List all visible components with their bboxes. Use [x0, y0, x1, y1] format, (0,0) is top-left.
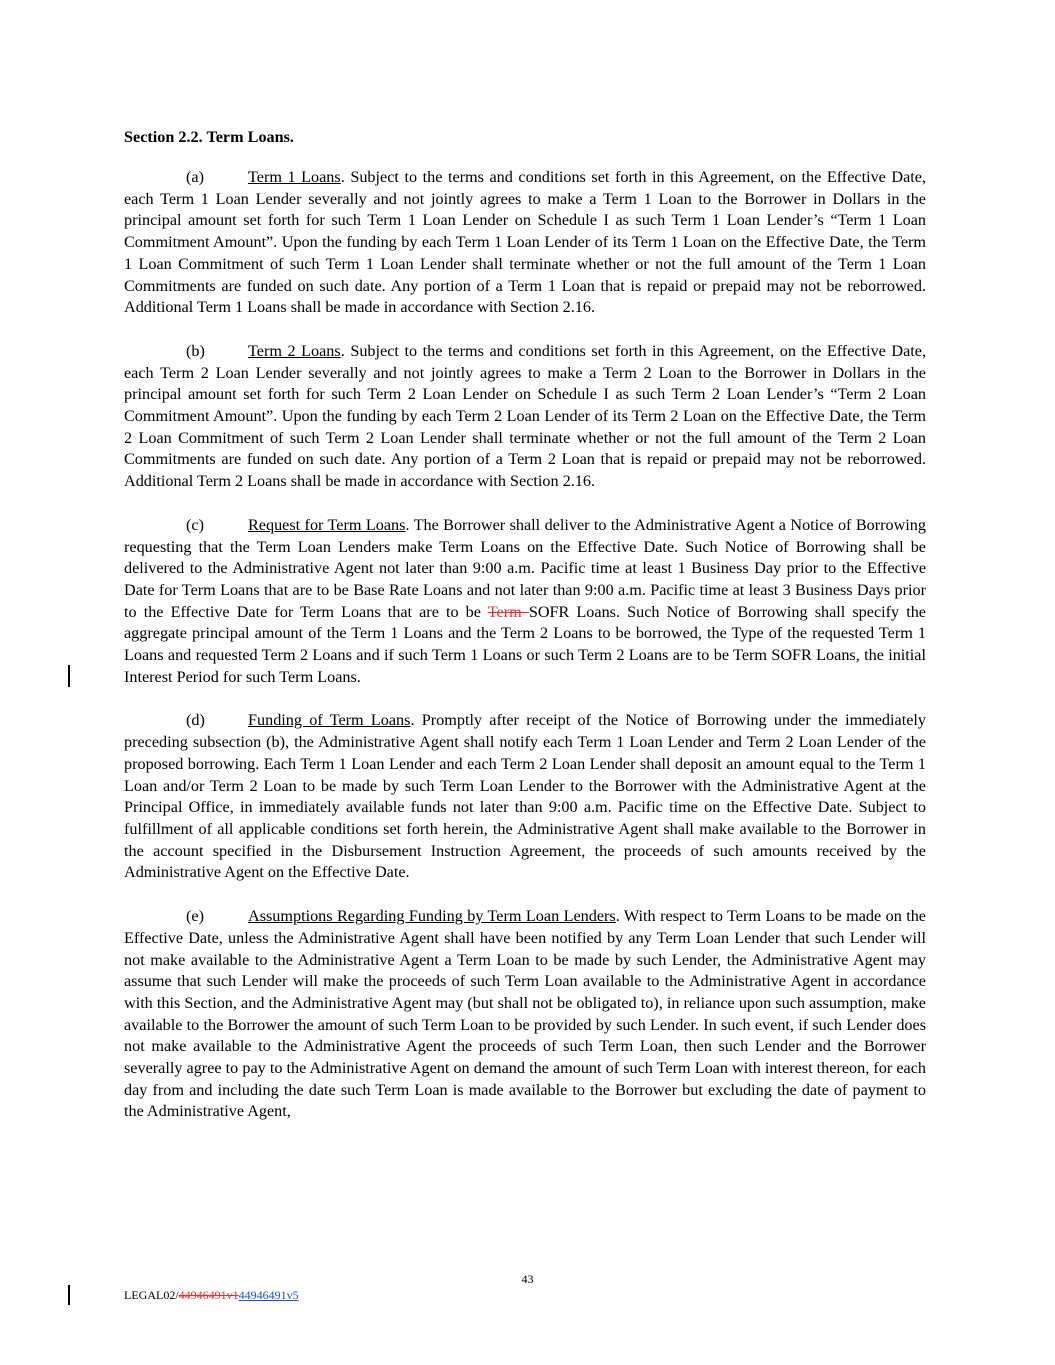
paragraph-label: (e) — [186, 907, 204, 926]
paragraph-text: . Subject to the terms and conditions set forth in this Agreement, on the Effective Date, each Term 1 Loan Lender severally and not jointly agrees to make a Term 1 Loan to the Borrower in Dollars in the principal amount set forth for such Term 1 Loan Lender on Schedule I as such Term 1 Loan Lender’s “Term 1 Loan Commitment Amount”. Upon the funding by each Term 1 Loan Lender of its Term 1 Loan on the Effective Date, the Term 1 Loan Commitment of such Term 1 Loan Lender shall terminate whether or not the full amount of the Term 1 Loan Commitments are funded on such date. Any portion of a Term 1 Loan that is repaid or prepaid may not be reborrowed. Additional Term 1 Loans shall be made in accordance with Section 2.16. — [124, 168, 927, 317]
doc-id-inserted: 44946491v5 — [238, 1288, 299, 1302]
paragraph-label: (b) — [186, 341, 205, 360]
paragraph-text: . Subject to the terms and conditions set forth in this Agreement, on the Effective Date, each Term 2 Loan Lender severally and not jointly agrees to make a Term 2 Loan to the Borrower in Dollars in the principal amount set forth for such Term 2 Loan Lender on Schedule I as such Term 2 Loan Lender’s “Term 2 Loan Commitment Amount”. Upon the funding by each Term 2 Loan Lender of its Term 2 Loan on the Effective Date, the Term 2 Loan Commitment of such Term 2 Loan Lender shall terminate whether or not the full amount of the Term 2 Loan Commitments are funded on such date. Any portion of a Term 2 Loan that is repaid or prepaid may not be reborrowed. Additional Term 2 Loans shall be made in accordance with Section 2.16. — [124, 341, 927, 491]
document-id-footer — [124, 1288, 299, 1303]
paragraph-label: (a) — [186, 168, 204, 186]
paragraph-b — [124, 341, 926, 493]
change-bar-footer — [68, 1285, 70, 1305]
deleted-text: Term — [487, 602, 529, 621]
doc-id-prefix: LEGAL02/ — [124, 1288, 179, 1302]
change-bar-para-c — [68, 665, 70, 687]
paragraph-title: Funding of Term Loans — [248, 711, 411, 730]
paragraph-text: . With respect to Term Loans to be made on the Effective Date, unless the Administrative Agent shall have been notified by any Term Loan Lender that such Lender will not make available to the Administrative Agent a Term Loan to be made by such Lender, the Administrative Agent may assume that such Lender will make the proceeds of such Term Loan available to the Administrative Agent in accordance with this Section, and the Administrative Agent may (but shall not be obligated to), in reliance upon such assumption, make available to the Borrower the amount of such Term Loan to be provided by such Lender. In such event, if such Lender does not make available to the Administrative Agent the proceeds of such Term Loan, then such Lender and the Borrower severally agree to pay to the Administrative Agent on demand the amount of such Term Loan with interest thereon, for each day from and including the date such Term Loan is made available to the Borrower but excluding the date of payment to the Administrative Agent, — [124, 907, 926, 1121]
paragraph-c — [124, 515, 926, 689]
paragraph-d — [124, 710, 926, 884]
paragraph-text-continued: SOFR Loans. Such Notice of Borrowing shall specify the aggregate principal amount of the Term 1 Loans and the Term 2 Loans to be borrowed, the Type of the requested Term 1 Loans and requested Term 2 Loans and if such Term 1 Loans or such Term 2 Loans are to be Term SOFR Loans, the initial Interest Period for such Term Loans. — [124, 602, 926, 686]
paragraph-text: . Promptly after receipt of the Notice of Borrowing under the immediately preceding subsection (b), the Administrative Agent shall notify each Term 1 Loan Lender and Term 2 Loan Lender of the proposed borrowing. Each Term 1 Loan Lender and each Term 2 Loan Lender shall deposit an amount equal to the Term 1 Loan and/or Term 2 Loan to be made by such Term Loan Lender to the Borrower with the Administrative Agent at the Principal Office, in immediately available funds not later than 9:00 a.m. Pacific time on the Effective Date. Subject to fulfillment of all applicable conditions set forth herein, the Administrative Agent shall make available to the Borrower in the account specified in the Disbursement Instruction Agreement, the proceeds of such amounts received by the Administrative Agent on the Effective Date. — [124, 711, 926, 882]
paragraph-text: . The Borrower shall deliver to the Administrative Agent a Notice of Borrowing requesting that the Term Loan Lenders make Term Loans on the Effective Date. Such Notice of Borrowing shall be delivered to the Administrative Agent not later than 9:00 a.m. Pacific time at least 1 Business Day prior to the Effective Date for Term Loans that are to be Base Rate Loans and not later than 9:00 a.m. Pacific time at least 3 Business Days prior to the Effective Date for Term Loans that are to be — [124, 515, 926, 621]
paragraph-title: Assumptions Regarding Funding by Term Loan Lenders — [248, 907, 616, 926]
paragraph-e — [124, 906, 926, 1123]
paragraph-title: Request for Term Loans — [248, 515, 406, 534]
page-number: 43 — [521, 1272, 534, 1286]
paragraph-a — [124, 167, 926, 319]
document-page — [124, 126, 926, 1123]
doc-id-deleted: 44946491v1 — [178, 1288, 239, 1302]
section-heading: Section 2.2. Term Loans. — [124, 128, 294, 146]
paragraph-title: Term 2 Loans — [248, 341, 341, 360]
paragraph-title: Term 1 Loans — [248, 168, 341, 186]
paragraph-label: (c) — [186, 515, 204, 534]
paragraph-label: (d) — [186, 711, 205, 730]
